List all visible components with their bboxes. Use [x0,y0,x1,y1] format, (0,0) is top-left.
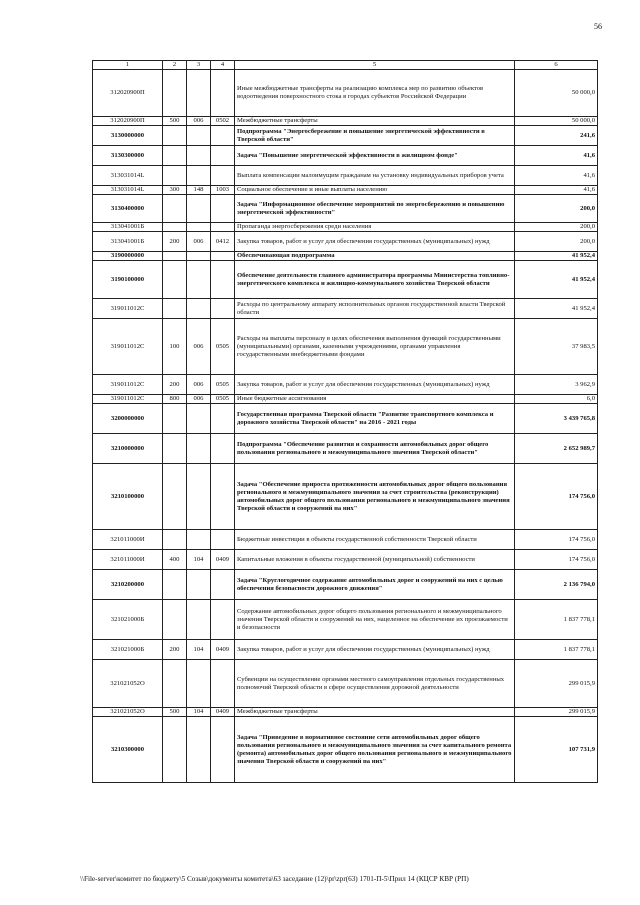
row-section-cell [211,404,235,434]
row-admin-cell [187,261,211,299]
row-amount-cell: 41 952,4 [515,261,598,299]
row-description-cell: Задача "Информационное обеспечение мероприятий по энергосбережению и повышению энергетической эффективности" [235,195,515,223]
row-code-cell: 321011000И [93,550,163,570]
row-kvr-cell: 800 [163,395,187,404]
table-row [93,600,598,640]
table-row [93,299,598,319]
table-row [93,126,598,146]
row-section-cell: 0409 [211,640,235,660]
row-admin-cell [187,464,211,530]
table-row [93,70,598,117]
row-section-cell [211,464,235,530]
row-amount-cell: 241,6 [515,126,598,146]
column-header: 2 [163,61,187,70]
row-code-cell: 321021052О [93,708,163,717]
table-row [93,404,598,434]
row-description-cell: Государственная программа Тверской области "Развитие транспортного комплекса и дорожного хозяйства Тверской области" на 2016 - 2021 годы [235,404,515,434]
table-row [93,195,598,223]
row-amount-cell: 2 136 794,0 [515,570,598,600]
row-code-cell: 321021000Б [93,600,163,640]
row-section-cell [211,146,235,166]
row-section-cell [211,570,235,600]
row-admin-cell [187,166,211,186]
row-amount-cell: 200,0 [515,223,598,232]
table-row [93,261,598,299]
row-kvr-cell: 200 [163,375,187,395]
row-kvr-cell [163,195,187,223]
row-description-cell: Подпрограмма "Обеспечение развития и сохранности автомобильных дорог общего пользования регионального и межмуниципального значения Тверской области" [235,434,515,464]
row-section-cell [211,195,235,223]
row-section-cell [211,70,235,117]
row-section-cell [211,252,235,261]
table-row [93,570,598,600]
row-description-cell: Межбюджетные трансферты [235,117,515,126]
row-kvr-cell [163,126,187,146]
row-kvr-cell: 200 [163,232,187,252]
row-kvr-cell [163,261,187,299]
row-admin-cell [187,126,211,146]
row-kvr-cell [163,223,187,232]
row-code-cell: 3200000000 [93,404,163,434]
row-amount-cell: 50 000,0 [515,117,598,126]
row-code-cell: 3130000000 [93,126,163,146]
row-section-cell: 0409 [211,550,235,570]
row-section-cell [211,434,235,464]
row-description-cell: Задача "Приведение в нормативное состояние сети автомобильных дорог общего пользования регионального и межмуниципального значения за счет капитального ремонта (ремонта) автомобильных дорог общего пользования регионального и межмуниципального значения Тверской области и сооружений на них" [235,717,515,783]
budget-table [92,60,598,783]
row-code-cell: 321021052О [93,660,163,708]
row-amount-cell: 200,0 [515,195,598,223]
row-admin-cell [187,530,211,550]
table-header-row [93,61,598,70]
row-amount-cell: 6,0 [515,395,598,404]
row-admin-cell: 006 [187,319,211,375]
row-admin-cell: 148 [187,186,211,195]
row-section-cell: 0412 [211,232,235,252]
row-section-cell [211,660,235,708]
row-admin-cell: 104 [187,640,211,660]
row-description-cell: Расходы на выплаты персоналу в целях обеспечения выполнения функций государственными (муниципальными) органами, казенными учреждениями, органами управления государственными внебюджетными фондами [235,319,515,375]
row-code-cell: 3210300000 [93,717,163,783]
row-kvr-cell [163,166,187,186]
row-amount-cell: 50 000,0 [515,70,598,117]
row-kvr-cell: 300 [163,186,187,195]
row-amount-cell: 41,6 [515,166,598,186]
row-code-cell: 313041001Б [93,223,163,232]
row-admin-cell: 006 [187,232,211,252]
row-section-cell: 0502 [211,117,235,126]
row-description-cell: Закупка товаров, работ и услуг для обеспечения государственных (муниципальных) нужд [235,232,515,252]
row-amount-cell: 174 756,0 [515,530,598,550]
row-kvr-cell [163,464,187,530]
row-amount-cell: 3 439 765,8 [515,404,598,434]
row-admin-cell [187,570,211,600]
row-code-cell: 3210000000 [93,434,163,464]
row-code-cell: 3130400000 [93,195,163,223]
table-row [93,232,598,252]
row-code-cell: 313031014L [93,186,163,195]
row-code-cell: 3190000000 [93,252,163,261]
table-row [93,550,598,570]
row-amount-cell: 107 731,9 [515,717,598,783]
row-admin-cell: 006 [187,117,211,126]
row-description-cell: Задача "Круглогодичное содержание автомобильных дорог и сооружений на них с целью обеспечения безопасности дорожного движения" [235,570,515,600]
row-amount-cell: 41,6 [515,186,598,195]
row-section-cell [211,223,235,232]
row-admin-cell [187,70,211,117]
row-description-cell: Задача "Повышение энергетической эффективности в жилищном фонде" [235,146,515,166]
row-description-cell: Иные межбюджетные трансферты на реализацию комплекса мер по развитию объектов водоотведения поверхностного стока в городах субъектов Российской Федерации [235,70,515,117]
row-description-cell: Закупка товаров, работ и услуг для обеспечения государственных (муниципальных) нужд [235,640,515,660]
table-row [93,375,598,395]
row-code-cell: 312020900П [93,70,163,117]
table-row [93,660,598,708]
row-section-cell [211,261,235,299]
table-row [93,434,598,464]
row-kvr-cell [163,570,187,600]
table-row [93,708,598,717]
row-admin-cell [187,660,211,708]
row-description-cell: Выплата компенсации малоимущим гражданам на установку индивидуальных приборов учета [235,166,515,186]
table-row [93,117,598,126]
row-admin-cell [187,195,211,223]
row-admin-cell: 104 [187,550,211,570]
row-amount-cell: 174 756,0 [515,550,598,570]
column-header: 5 [235,61,515,70]
row-admin-cell [187,223,211,232]
row-description-cell: Иные бюджетные ассигнования [235,395,515,404]
row-description-cell: Закупка товаров, работ и услуг для обеспечения государственных (муниципальных) нужд [235,375,515,395]
row-description-cell: Межбюджетные трансферты [235,708,515,717]
table-row [93,146,598,166]
row-section-cell [211,126,235,146]
row-kvr-cell: 200 [163,640,187,660]
column-header: 6 [515,61,598,70]
row-kvr-cell [163,404,187,434]
row-kvr-cell [163,70,187,117]
row-code-cell: 321021000Б [93,640,163,660]
row-amount-cell: 41 952,4 [515,252,598,261]
row-description-cell: Расходы по центральному аппарату исполнительных органов государственной власти Тверской области [235,299,515,319]
column-header: 1 [93,61,163,70]
row-section-cell: 1003 [211,186,235,195]
row-amount-cell: 299 015,9 [515,708,598,717]
row-section-cell [211,166,235,186]
table-row [93,530,598,550]
row-code-cell: 313041001Б [93,232,163,252]
row-kvr-cell [163,600,187,640]
row-amount-cell: 41 952,4 [515,299,598,319]
row-amount-cell: 1 837 778,1 [515,600,598,640]
row-admin-cell [187,299,211,319]
table-row [93,186,598,195]
row-amount-cell: 299 015,9 [515,660,598,708]
row-description-cell: Обеспечивающая подпрограмма [235,252,515,261]
column-header: 3 [187,61,211,70]
row-description-cell: Подпрограмма "Энергосбережение и повышение энергетической эффективности в Тверской области" [235,126,515,146]
row-section-cell [211,717,235,783]
row-kvr-cell: 500 [163,117,187,126]
row-code-cell: 312020900П [93,117,163,126]
row-kvr-cell: 400 [163,550,187,570]
row-code-cell: 3210100000 [93,464,163,530]
row-description-cell: Содержание автомобильных дорог общего пользования регионального и межмуниципального значения Тверской области и сооружений на них, нацеленное на обеспечение их проезжаемости и безопасности [235,600,515,640]
row-kvr-cell [163,717,187,783]
page-number: 56 [594,22,602,31]
row-section-cell: 0505 [211,375,235,395]
row-admin-cell: 104 [187,708,211,717]
row-admin-cell [187,600,211,640]
row-description-cell: Пропаганда энергосбережения среди населения [235,223,515,232]
table-row [93,640,598,660]
row-code-cell: 313031014L [93,166,163,186]
row-kvr-cell: 500 [163,708,187,717]
table-row [93,223,598,232]
row-section-cell: 0505 [211,319,235,375]
row-amount-cell: 200,0 [515,232,598,252]
row-kvr-cell [163,299,187,319]
file-path-footer: \\File-server\комитет по бюджету\5 Созыв\документы комитета\63 заседание (12)\pr\zpr(63) 1701-П-5\Прил 14 (КЦСР КВР (РП) [80,875,469,883]
row-admin-cell: 006 [187,395,211,404]
table-row [93,717,598,783]
table-row [93,395,598,404]
column-header: 4 [211,61,235,70]
row-admin-cell: 006 [187,375,211,395]
row-description-cell: Социальное обеспечение и иные выплаты населению [235,186,515,195]
row-section-cell: 0505 [211,395,235,404]
row-kvr-cell [163,146,187,166]
row-description-cell: Капитальные вложения в объекты государственной (муниципальной) собственности [235,550,515,570]
row-code-cell: 321011000И [93,530,163,550]
row-code-cell: 319011012С [93,319,163,375]
row-description-cell: Субвенции на осуществление органами местного самоуправления отдельных государственных полномочий Тверской области в сфере осуществления дорожной деятельности [235,660,515,708]
row-kvr-cell [163,530,187,550]
table-row [93,319,598,375]
row-section-cell: 0409 [211,708,235,717]
row-admin-cell [187,146,211,166]
row-code-cell: 319011012С [93,395,163,404]
row-description-cell: Обеспечение деятельности главного администратора программы Министерства топливно-энергетического комплекса и жилищно-коммунального хозяйства Тверской области [235,261,515,299]
row-amount-cell: 174 756,0 [515,464,598,530]
row-admin-cell [187,434,211,464]
row-kvr-cell [163,434,187,464]
row-admin-cell [187,404,211,434]
table-row [93,166,598,186]
row-kvr-cell: 100 [163,319,187,375]
row-section-cell [211,600,235,640]
row-amount-cell: 37 983,5 [515,319,598,375]
row-code-cell: 3210200000 [93,570,163,600]
row-code-cell: 319011012С [93,375,163,395]
row-code-cell: 3130300000 [93,146,163,166]
row-section-cell [211,530,235,550]
row-admin-cell [187,252,211,261]
row-code-cell: 319011012С [93,299,163,319]
row-admin-cell [187,717,211,783]
row-amount-cell: 41,6 [515,146,598,166]
table-row [93,252,598,261]
row-kvr-cell [163,252,187,261]
row-amount-cell: 2 652 989,7 [515,434,598,464]
row-amount-cell: 3 962,9 [515,375,598,395]
row-description-cell: Задача "Обеспечение прироста протяженности автомобильных дорог общего пользования регионального и межмуниципального значения за счет строительства (реконструкции) автомобильных дорог общего пользования регионального и межмуниципального значения Тверской области и сооружений на них" [235,464,515,530]
row-amount-cell: 1 837 778,1 [515,640,598,660]
row-kvr-cell [163,660,187,708]
row-section-cell [211,299,235,319]
row-code-cell: 3190100000 [93,261,163,299]
row-description-cell: Бюджетные инвестиции в объекты государственной собственности Тверской области [235,530,515,550]
table-row [93,464,598,530]
table-body [93,70,598,783]
